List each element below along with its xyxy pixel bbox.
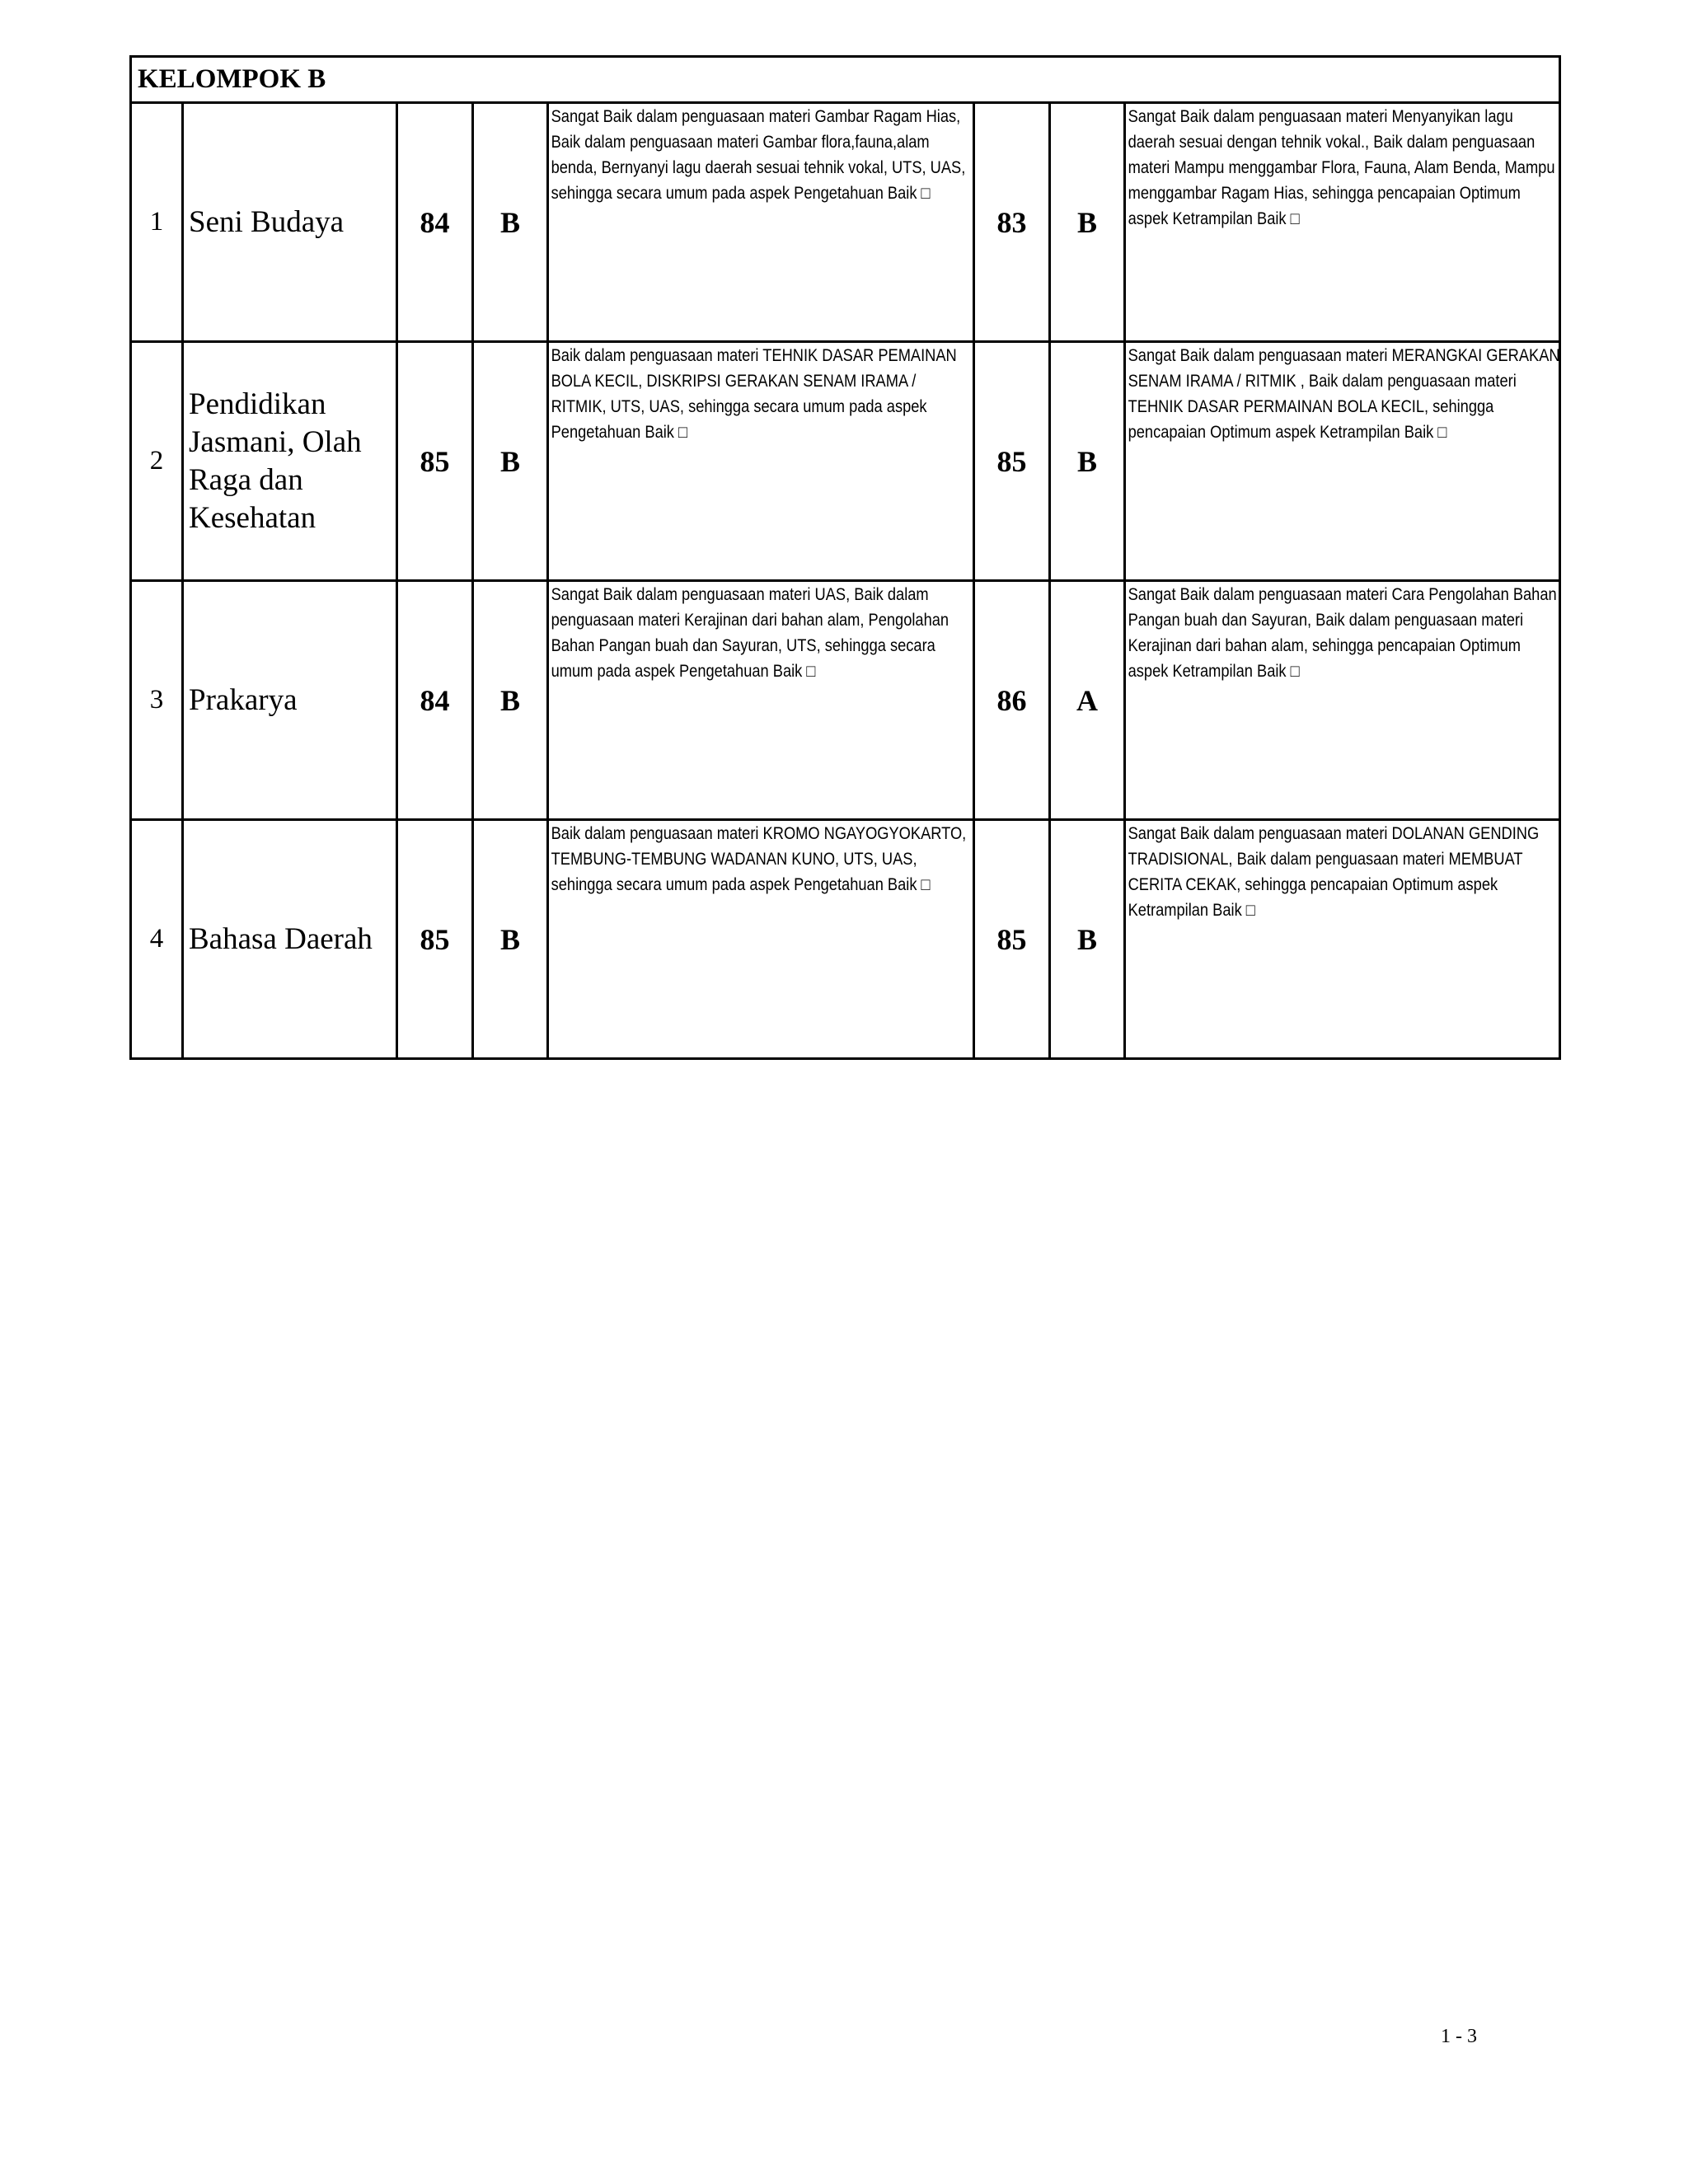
knowledge-score: 85 <box>397 342 473 581</box>
knowledge-grade: B <box>473 103 548 342</box>
skill-score: 85 <box>974 820 1050 1059</box>
group-title: KELOMPOK B <box>131 57 1560 103</box>
skill-description-cell <box>1125 820 1560 1059</box>
table-row <box>131 342 1560 581</box>
skill-grade: B <box>1050 820 1125 1059</box>
knowledge-score: 85 <box>397 820 473 1059</box>
table-row <box>131 820 1560 1059</box>
subject-name: Seni Budaya <box>183 103 397 342</box>
skill-description: Sangat Baik dalam penguasaan materi Menyanyikan lagu daerah sesuai dengan tehnik vokal., Baik dalam penguasaan materi Mampu menggambar Flora, Fauna, Alam Benda, Mampu menggambar Ragam Hias, sehingga pencapaian Optimum aspek Ketrampilan Baik □ <box>1128 107 1555 228</box>
skill-description-cell <box>1125 342 1560 581</box>
knowledge-score: 84 <box>397 103 473 342</box>
knowledge-description: Baik dalam penguasaan materi TEHNIK DASAR PEMAINAN BOLA KECIL, DISKRIPSI GERAKAN SENAM IRAMA / RITMIK, UTS, UAS, sehingga secara umum pada aspek Pengetahuan Baik □ <box>551 346 957 442</box>
skill-description: Sangat Baik dalam penguasaan materi MERANGKAI GERAKAN SENAM IRAMA / RITMIK , Baik dalam penguasaan materi TEHNIK DASAR PERMAINAN BOLA KECIL, sehingga pencapaian Optimum aspek Ketrampilan Baik □ <box>1128 346 1560 442</box>
subject-number: 1 <box>131 103 183 342</box>
knowledge-score: 84 <box>397 581 473 820</box>
skill-description-cell <box>1125 103 1560 342</box>
subject-name: Bahasa Daerah <box>183 820 397 1059</box>
knowledge-description-cell <box>548 581 974 820</box>
knowledge-description-cell <box>548 820 974 1059</box>
knowledge-grade: B <box>473 342 548 581</box>
knowledge-grade: B <box>473 581 548 820</box>
knowledge-grade: B <box>473 820 548 1059</box>
knowledge-description: Sangat Baik dalam penguasaan materi UAS, Baik dalam penguasaan materi Kerajinan dari bahan alam, Pengolahan Bahan Pangan buah dan Sayuran, UTS, sehingga secara umum pada aspek Pengetahuan Baik □ <box>551 585 950 681</box>
skill-grade: B <box>1050 103 1125 342</box>
skill-score: 85 <box>974 342 1050 581</box>
knowledge-description: Sangat Baik dalam penguasaan materi Gambar Ragam Hias, Baik dalam penguasaan materi Gambar flora,fauna,alam benda, Bernyanyi lagu daerah sesuai tehnik vokal, UTS, UAS, sehingga secara umum pada aspek Pengetahuan Baik □ <box>551 107 966 203</box>
skill-score: 86 <box>974 581 1050 820</box>
subject-number: 3 <box>131 581 183 820</box>
skill-description-cell <box>1125 581 1560 820</box>
skill-score: 83 <box>974 103 1050 342</box>
knowledge-description: Baik dalam penguasaan materi KROMO NGAYOGYOKARTO, TEMBUNG-TEMBUNG WADANAN KUNO, UTS, UAS, sehingga secara umum pada aspek Pengetahuan Baik □ <box>551 824 967 894</box>
knowledge-description-cell <box>548 103 974 342</box>
page-number: 1 - 3 <box>1441 2026 1477 2047</box>
table-row <box>131 103 1560 342</box>
skill-description: Sangat Baik dalam penguasaan materi Cara Pengolahan Bahan Pangan buah dan Sayuran, Baik dalam penguasaan materi Kerajinan dari bahan alam, sehingga pencapaian Optimum aspek Ketrampilan Baik □ <box>1128 585 1557 681</box>
knowledge-description-cell <box>548 342 974 581</box>
subject-number: 2 <box>131 342 183 581</box>
subject-number: 4 <box>131 820 183 1059</box>
subject-name: Pendidikan Jasmani, Olah Raga dan Kesehatan <box>183 342 397 581</box>
table-row <box>131 581 1560 820</box>
skill-description: Sangat Baik dalam penguasaan materi DOLANAN GENDING TRADISIONAL, Baik dalam penguasaan materi MEMBUAT CERITA CEKAK, sehingga pencapaian Optimum aspek Ketrampilan Baik □ <box>1128 824 1540 920</box>
group-header-row <box>131 57 1560 103</box>
subject-name: Prakarya <box>183 581 397 820</box>
skill-grade: A <box>1050 581 1125 820</box>
skill-grade: B <box>1050 342 1125 581</box>
grades-table <box>129 55 1561 1060</box>
